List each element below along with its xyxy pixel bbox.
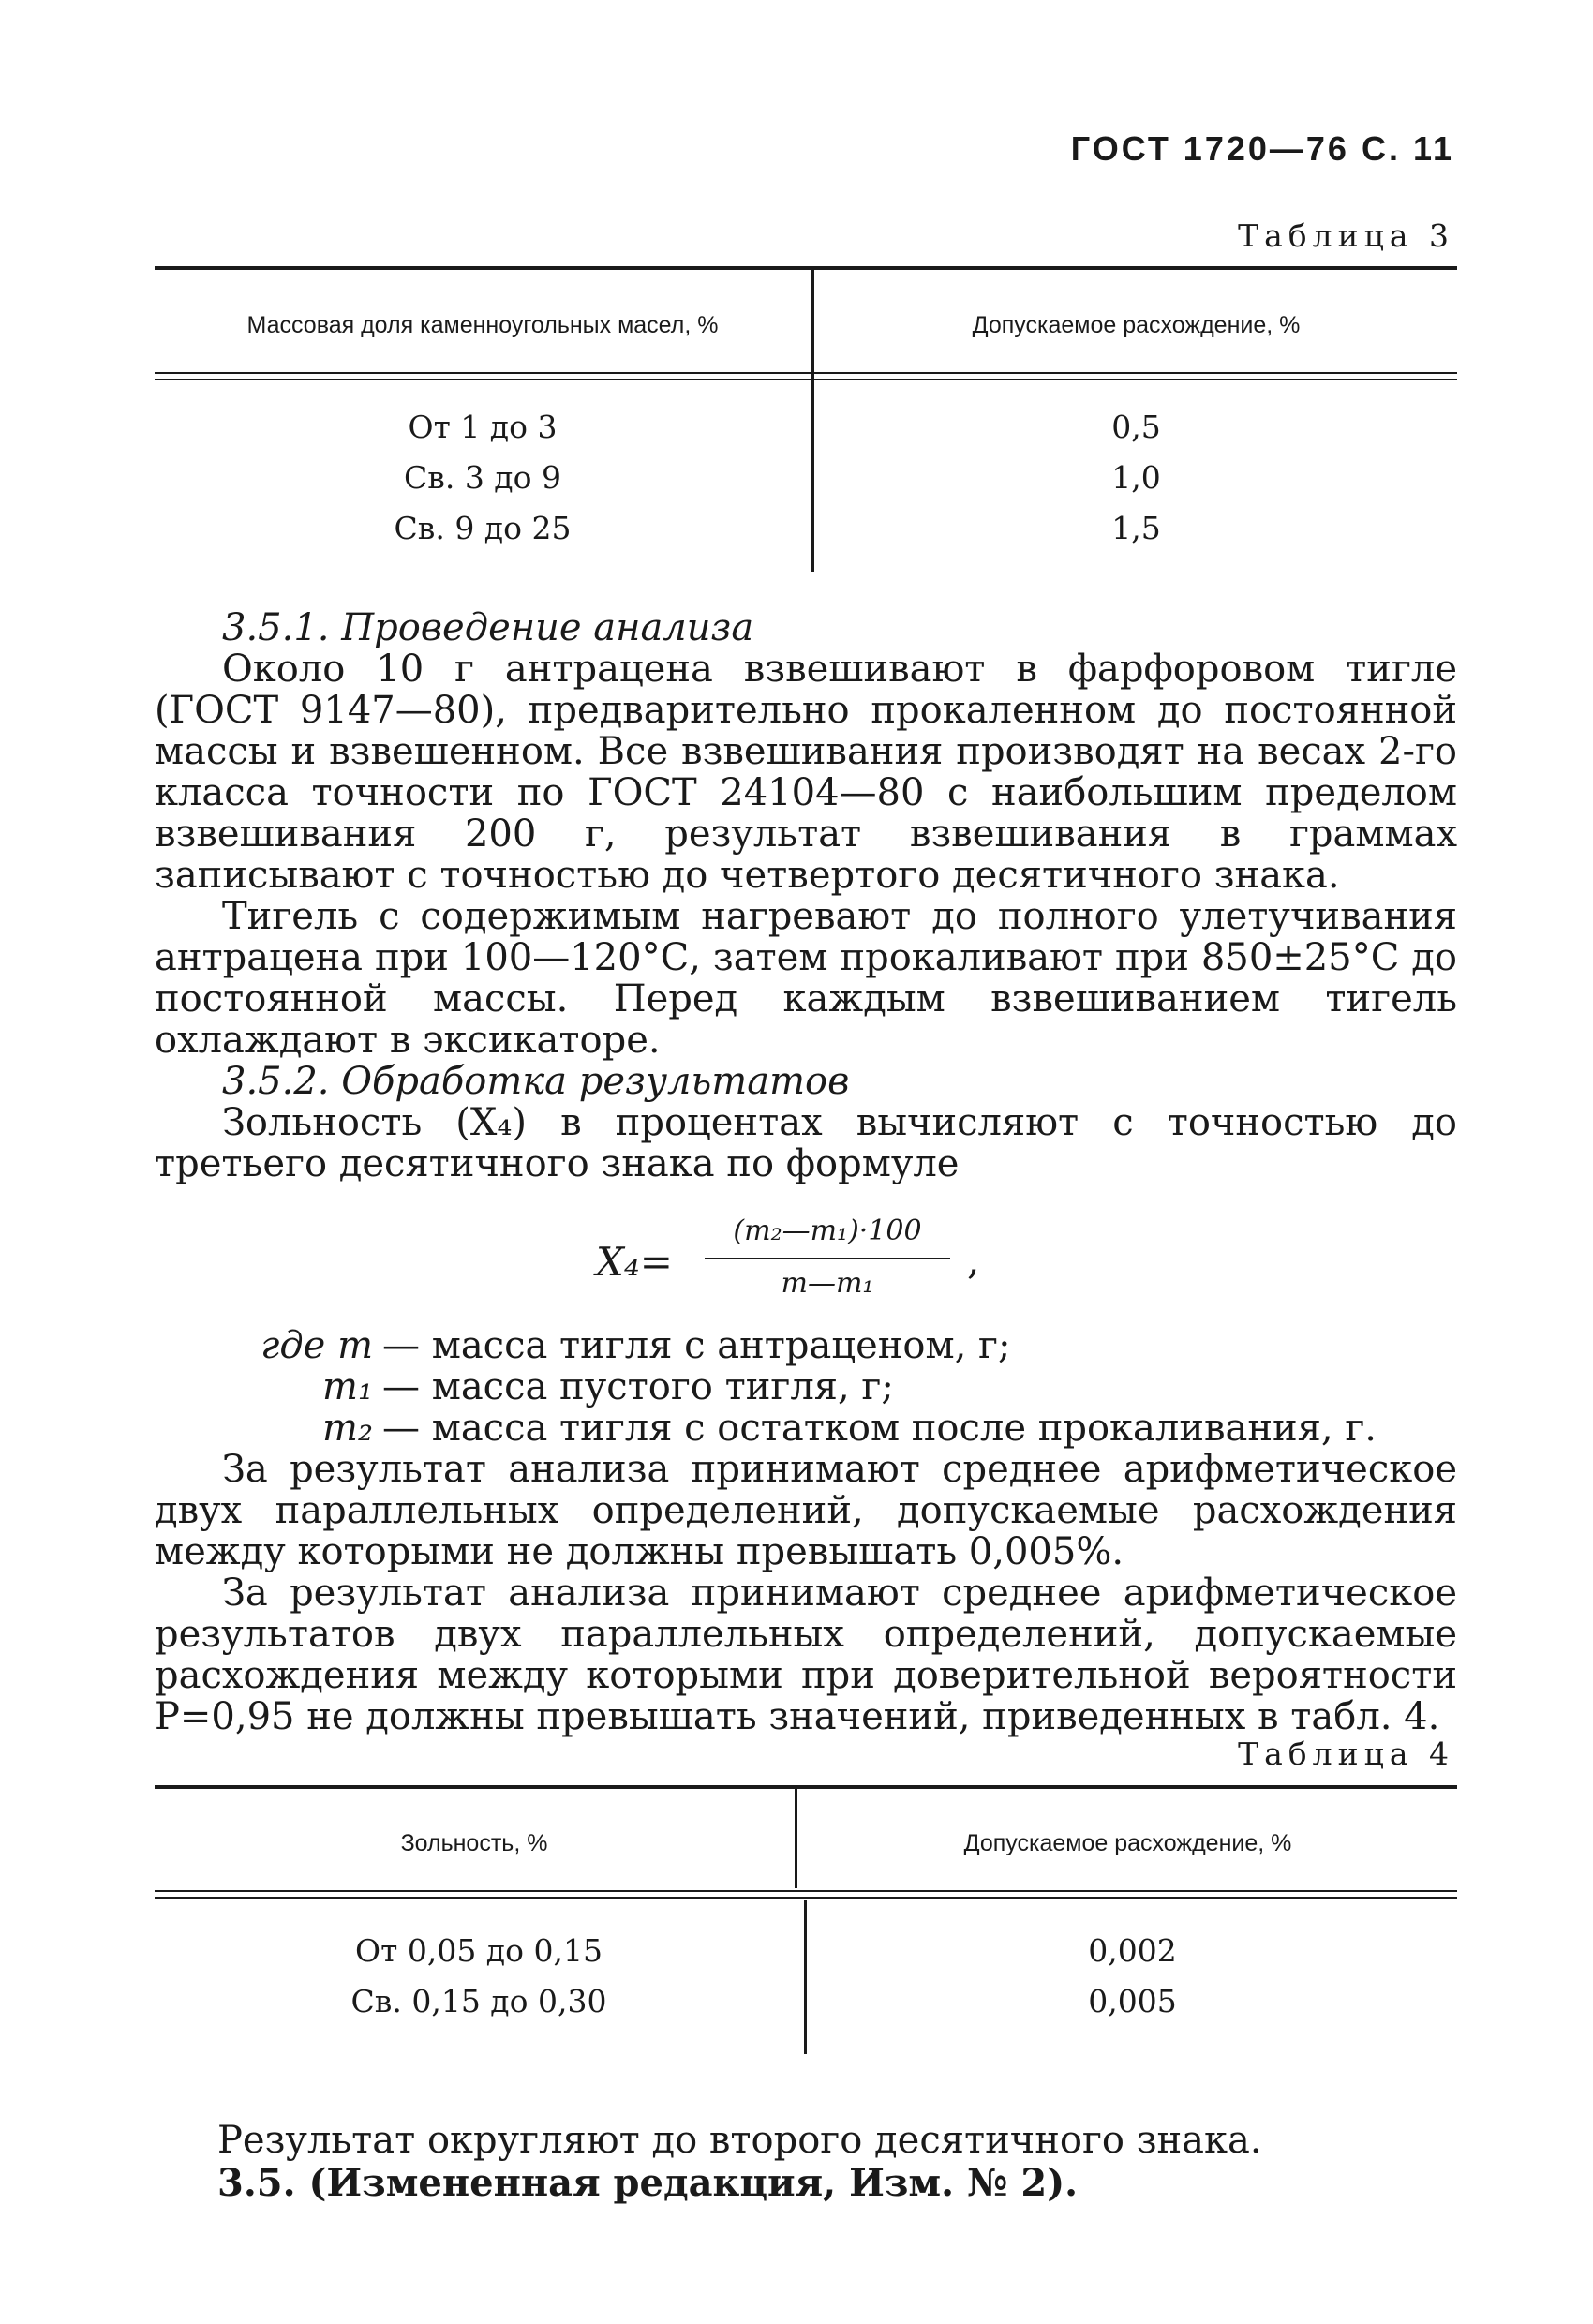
formula-lhs: X₄= (596, 1239, 673, 1285)
rounding-note: Результат округляют до второго десятичного знака. (217, 2119, 1262, 2162)
table3-row1-range: От 1 до 3 (408, 409, 558, 445)
table3-row3-value: 1,5 (1111, 510, 1161, 546)
table3-header-rule-2 (155, 379, 1457, 380)
table3-row3-range: Св. 9 до 25 (394, 510, 572, 546)
table4-row2-range: Св. 0,15 до 0,30 (350, 1983, 607, 2019)
table4-header-divider (795, 1789, 797, 1888)
table3-header-col1: Массовая доля каменноугольных масел, % (246, 312, 719, 338)
table3-row1-value: 0,5 (1111, 409, 1161, 445)
revision-note (217, 2163, 1078, 2204)
table3-caption: Таблица 3 (1238, 217, 1454, 254)
where-symbol-m2: m₂ (322, 1407, 373, 1450)
where-desc-m1: — масса пустого тигля, г; (382, 1365, 894, 1408)
where-desc-m2: — масса тигля с остатком после прокаливания, г. (382, 1407, 1377, 1450)
where-symbol-m: где m (261, 1324, 373, 1367)
table4-header-col2: Допускаемое расхождение, % (963, 1830, 1292, 1856)
section-351-paragraph-1: Около 10 г антрацена взвешивают в фарфоровом тигле (ГОСТ 9147—80), предварительно прокаленном до постоянной массы и взвешенном. Все взвешивания производят на весах 2-го класса точности по ГОСТ 24104—80 с наибольшим пределом взвешивания 200 г, результат взвешивания в граммах записывают с точностью до четвертого десятичного знака. (155, 648, 1457, 897)
table4-row2-value: 0,005 (1088, 1983, 1177, 2019)
table3-header-col2: Допускаемое расхождение, % (972, 312, 1301, 338)
table3-header-rule-1 (155, 372, 1457, 374)
section-352-paragraph-1: Зольность (X₄) в процентах вычисляют с точностью до третьего десятичного знака по формуле (155, 1101, 1457, 1185)
table4-row1-value: 0,002 (1088, 1932, 1177, 1969)
table4-header-col1: Зольность, % (400, 1830, 548, 1856)
section-352-paragraph-2: За результат анализа принимают среднее арифметическое двух параллельных определений, допускаемые расхождения между которыми не должны превышать 0,005%. (155, 1448, 1457, 1573)
table3-top-rule (155, 266, 1457, 270)
table3-column-divider (811, 270, 814, 572)
section-351-paragraph-2: Тигель с содержимым нагревают до полного улетучивания антрацена при 100—120°С, затем прокаливают при 850±25°С до постоянной массы. Перед каждым взвешиванием тигель охлаждают в эксикаторе. (155, 895, 1457, 1062)
revision-note-text: 3.5. (Измененная редакция, Изм. № 2). (217, 2161, 1079, 2205)
where-symbol-m1: m₁ (322, 1365, 373, 1408)
result-text (155, 1449, 1457, 1737)
table4-row1-range: От 0,05 до 0,15 (355, 1932, 603, 1969)
table4-header-rule-2 (155, 1897, 1457, 1899)
section-352-title: 3.5.2. Обработка результатов (222, 1060, 850, 1103)
table4-header-rule-1 (155, 1890, 1457, 1892)
page-header: ГОСТ 1720—76 С. 11 (1070, 129, 1454, 168)
formula-numerator: (m₂—m₁)·100 (733, 1214, 922, 1247)
section-351-title: 3.5.1. Проведение анализа (222, 606, 754, 649)
main-text (155, 607, 1457, 1184)
formula-denominator: m—m₁ (781, 1267, 874, 1300)
formula-trailing-comma: , (967, 1237, 980, 1283)
table4-body-divider (804, 1900, 807, 2054)
table3-row2-range: Св. 3 до 9 (404, 459, 561, 496)
section-352-paragraph-3: За результат анализа принимают среднее арифметическое результатов двух параллельных определений, допускаемые расхождения между которыми при доверительной вероятности P=0,95 не должны превышать значений, приведенных в табл. 4. (155, 1572, 1457, 1738)
table4-caption: Таблица 4 (1238, 1736, 1454, 1772)
formula-fraction-bar (705, 1258, 950, 1259)
table3-row2-value: 1,0 (1111, 459, 1161, 496)
where-desc-m: — масса тигля с антраценом, г; (382, 1324, 1011, 1367)
table4-top-rule (155, 1785, 1457, 1789)
